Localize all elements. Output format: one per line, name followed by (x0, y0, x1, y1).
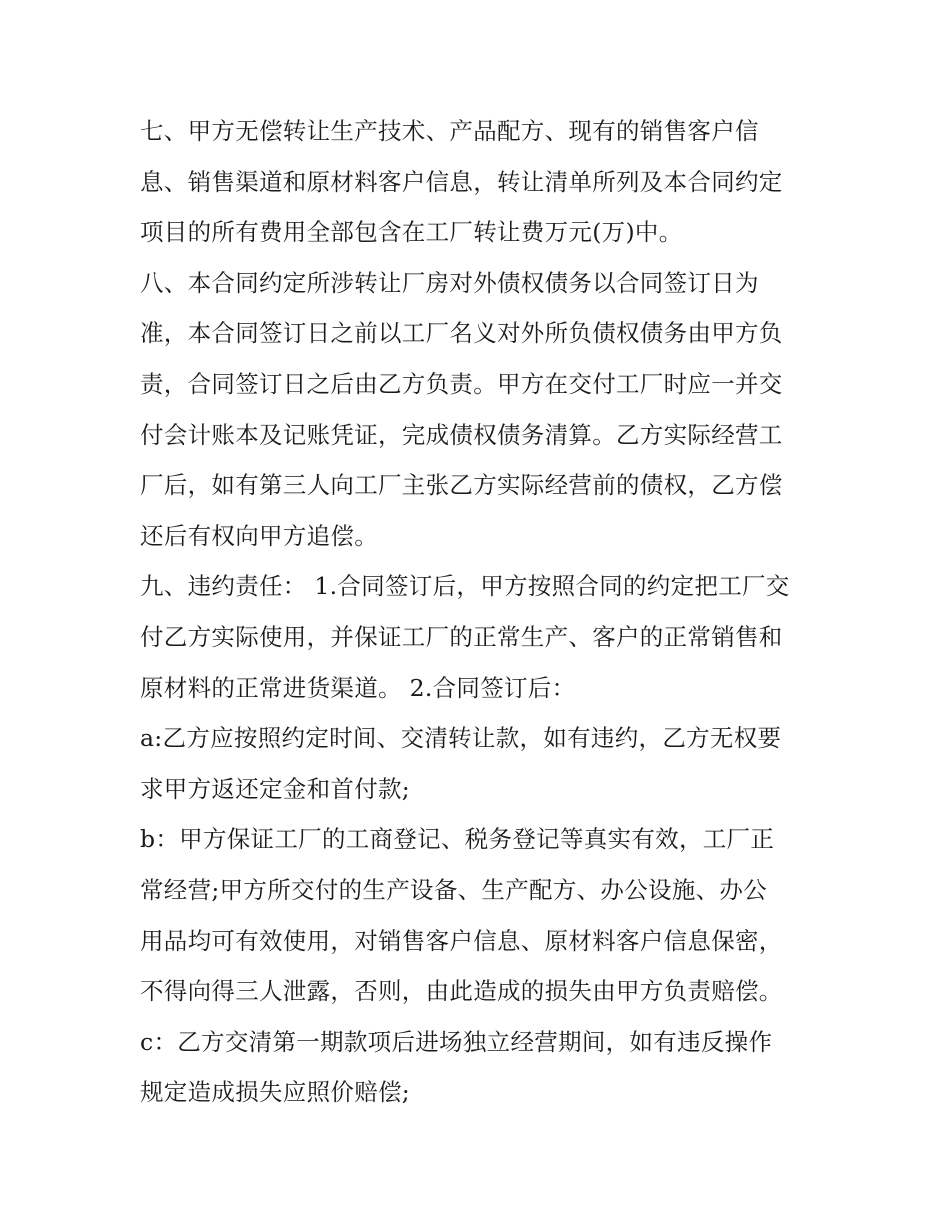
text-line: 项目的所有费用全部包含在工厂转让费万元(万)中。 (140, 218, 683, 247)
text-line: 厂后，如有第三人向工厂主张乙方实际经营前的债权，乙方偿 (140, 471, 783, 500)
text-line: 九、违约责任： 1.合同签订后，甲方按照合同的约定把工厂交 (140, 572, 790, 601)
document-body (140, 106, 820, 1118)
text-line: 息、销售渠道和原材料客户信息，转让清单所列及本合同约定 (140, 167, 783, 196)
text-line: a:乙方应按照约定时间、交清转让款，如有违约，乙方无权要 (140, 724, 782, 753)
text-line: 还后有权向甲方追偿。 (140, 521, 378, 550)
text-line: 七、甲方无偿转让生产技术、产品配方、现有的销售客户信 (140, 117, 759, 145)
text-line: 原材料的正常进货渠道。 2.合同签订后： (140, 673, 576, 702)
text-line: 责，合同签订日之后由乙方负责。甲方在交付工厂时应一并交 (140, 369, 783, 398)
text-line: 用品均可有效使用，对销售客户信息、原材料客户信息保密， (140, 926, 783, 955)
text-line: 规定造成损失应照价赔偿; (140, 1078, 411, 1107)
text-line: 付乙方实际使用，并保证工厂的正常生产、客户的正常销售和 (140, 622, 783, 651)
text-line: 八、本合同约定所涉转让厂房对外债权债务以合同签订日为 (140, 268, 759, 297)
text-line: c：乙方交清第一期款项后进场独立经营期间，如有违反操作 (140, 1027, 773, 1056)
text-line: 常经营;甲方所交付的生产设备、生产配方、办公设施、办公 (140, 875, 768, 904)
text-line: 不得向得三人泄露，否则，由此造成的损失由甲方负责赔偿。 (140, 977, 783, 1006)
text-line: 付会计账本及记账凭证，完成债权债务清算。乙方实际经营工 (140, 420, 783, 449)
text-line: 准，本合同签订日之前以工厂名义对外所负债权债务由甲方负 (140, 319, 783, 348)
text-line: b：甲方保证工厂的工商登记、税务登记等真实有效，工厂正 (140, 825, 775, 854)
text-line: 求甲方返还定金和首付款; (140, 774, 411, 803)
